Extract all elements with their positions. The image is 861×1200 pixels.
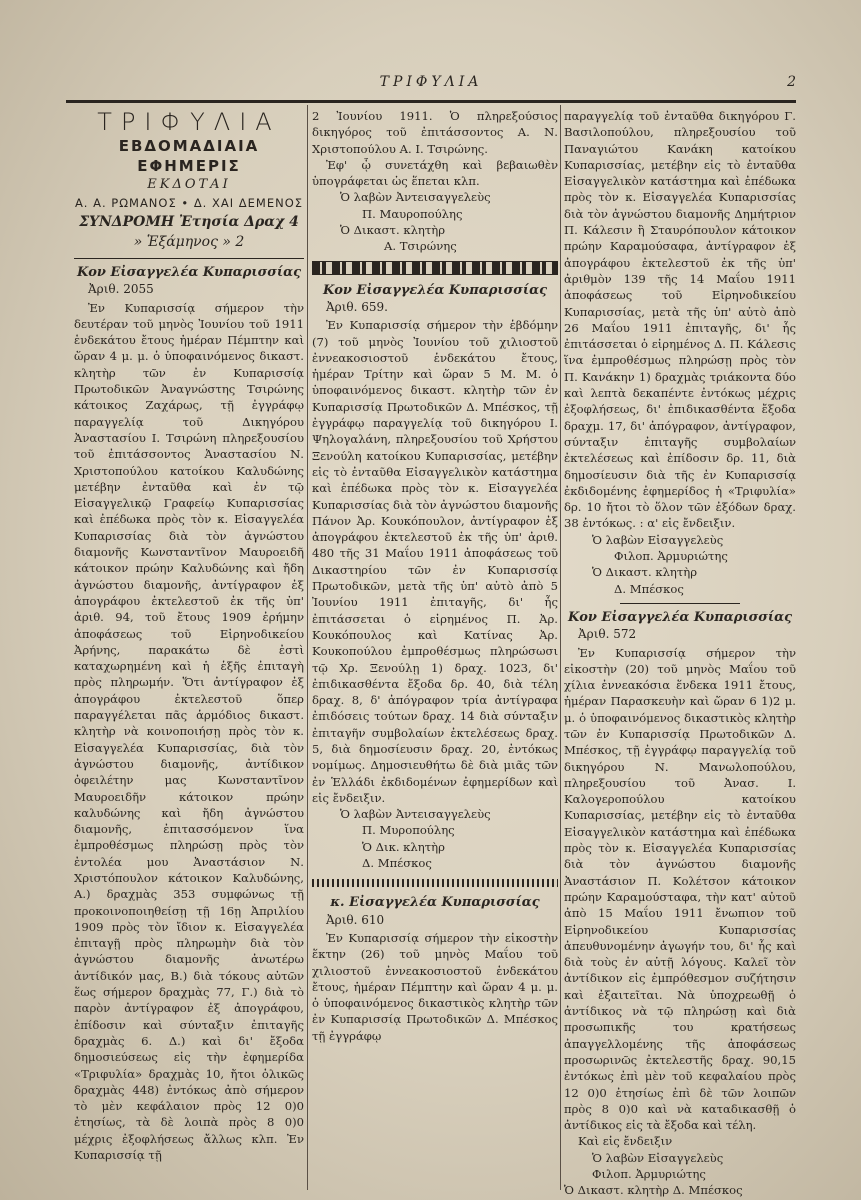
notice-closing: Ἐφ' ᾧ συνετάχθη καὶ βεβαιωθὲν ὑπογράφεται ὡς ἕπεται κλπ.: [312, 157, 558, 189]
running-title: ΤΡΙΦΥΛΙΑ: [379, 74, 483, 90]
signature-line: Ὁ λαβὼν Ἀντεισαγγελεὺς: [340, 190, 491, 205]
masthead-subtitle: ΕΒΔΟΜΑΔΙΑΙΑ ΕΦΗΜΕΡΙΣ: [118, 137, 260, 175]
subscription-semiannual: » Ἑξάμηνος » 2: [133, 234, 245, 250]
notice-continuation: παραγγελίᾳ τοῦ ἐνταῦθα δικηγόρου Γ. Βασιλοπούλου, πληρεξουσίου τοῦ Παναγιώτου Κανάκη κατοίκου Κυπαρισσίας, μετέβην εἰς τὸ ἐνταῦθα Εἰσαγγελικὸν κατάστημα καὶ ἐπέδωκα πρὸς τὸν κ. Εἰσαγγελέα Κυπαρισσίας διὰ τὸν ἀγνώστου διαμονῆς Δημήτριον Π. Κάλεσιν ἢ Σταυρόπουλον κάτοικον πρώην Καραμούσαφα, ἀντίγραφον ἐξ ἀπογράφου ἐκτελεστοῦ ἐκ τῆς ὑπ' ἀριθμὸν 139 τῆς 14 Μαΐου 1911 ἀποφάσεως τοῦ Εἰρηνοδικείου Κυπαρισσίας, μετὰ τῆς ὑπ' αὐτὸ ἀπὸ 26 Μαΐου 1911 ἐπιταγῆς, δι' ἧς ἐπιτάσσεται ὁ εἰρημένος Δ. Π. Κάλεσις ἵνα ἐμπροθέσμως πληρώσῃ πρὸς τὸν Π. Κανάκην 1) δραχμὰς τριάκοντα δύο καὶ λεπτὰ δεκαπέντε ἐντόκως μέχρις ἐξοφλήσεως, δι' ἐπιδικασθέντα ἔξοδα δραχμ. 17, δι' ἀπόγραφον, ἀντίγραφον, σύνταξιν ἐπιταγῆς συμβολαίων ἐκτελέσεως καὶ ἐπίδοσιν δρ. 11, διὰ δημοσίευσιν διὰ τῆς ἐν Κυπαρισσίᾳ ἐκδιδομένης ἐφημερίδος ἡ «Τριφυλία» δρ. 10 ἤτοι τὸ ὅλον τῶν ἐξόδων δραχ. 38 ἐντόκως. : α' εἰς ἔνδειξιν.: [564, 109, 796, 531]
masthead-rule: [74, 258, 304, 259]
column-divider-2: [560, 105, 561, 1190]
ornament-divider: [312, 879, 558, 887]
signature-line: Ὁ Δικαστ. κλητὴρ: [592, 565, 698, 580]
notice-heading: Κον Εἰσαγγελέα Κυπαρισσίας: [76, 265, 302, 280]
notice-number: Ἀριθ. 610: [326, 912, 385, 927]
notice-body: Ἐν Κυπαρισσίᾳ σήμερον τὴν δευτέραν τοῦ μηνὸς Ἰουνίου τοῦ 1911 ἑνδεκάτου ἔτους ἡμέραν Πέμπτην καὶ ὥραν 4 μ. μ. ὁ ὑποφαινόμενος δικαστ. κλητὴρ τῶν ἐν Κυπαρισσίᾳ Πρωτοδικῶν Ἀναγνώστης Τσιρώνης κάτοικος Ζαχάρως, τῇ ἐγγράφῳ παραγγελίᾳ τοῦ Δικηγόρου Ἀναστασίου Ι. Τσιρώνη πληρεξουσίου τοῦ ἐπιτάσσοντος Ἀναστασίου Ν. Χριστοπούλου κατοίκου Καλυδώνης μετέβην ἐνταῦθα καὶ ἐν τῷ Εἰσαγγελικῷ Γραφείῳ Κυπαρισσίας καὶ ἐπέδωκα πρὸς τὸν κ. Εἰσαγγελέα Κυπαρισσίας διὰ τὸν ἀγνώστου διαμονῆς Κωνσταντῖνον Μαυροειδῆ κάτοικον πρώην Καλυδώνης καὶ ἤδη ἀγνώστου διαμονῆς, ἀντίγραφον ἐξ ἀπογράφου ἐκτελεστοῦ ἐκ τῆς ὑπ' ἀριθ. 94, τοῦ ἔτους 1909 ἐρήμην ἀποφάσεως τοῦ Εἰρηνοδικείου Ἀρήνης, παρακάτω δὲ ἐστὶ καταχωρημένη καὶ ἡ ἑξῆς ἐπιταγὴ πρὸς πληρωμήν. Ὅτι ἀντίγραφον ἐξ ἀπογράφου ἐκτελεστοῦ ὅπερ παραγγέλεται πᾶς ἁρμόδιος δικαστ. κλητὴρ νὰ κοινοποιήσῃ πρὸς τὸν κ. Εἰσαγγελέα Κυπαρισσίας, διὰ τὸν ἀγνώστου διαμονῆς, ἀντίδικον ὀφειλέτην μας Κωνσταντῖνον Μαυροειδῆν κάτοικον πρώην καλυδώνης καὶ ἤδη ἀγνώστου διαμονῆς, ἐπιτασσόμενον ἵνα ἐμπροθέσμως πληρώσῃ πρὸς τὸν ἐντολέα μου Ἀναστάσιον Ν. Χριστόπουλον κάτοικον Καλυδώνης, Α.) δραχμὰς 353 συμφώνως τῇ προκοινοποιηθείσῃ τῇ 16ῃ Ἀπριλίου 1909 πρὸς τὸν ἴδιον κ. Εἰσαγγελέα ἐπιταγῇ πρὸς πληρωμὴν διὰ τὸν ἀγνώστου διαμονῆς ἀνωτέρω ἀντίδικόν μας, Β.) διὰ τόκους αὐτῶν ἕως σήμερον δραχμὰς 77, Γ.) διὰ τὸ παρὸν ἀντίγραφον ἐξ ἀπογράφου, ἐπίδοσιν καὶ σύνταξιν ἐπιταγῆς δραχμὰς 6. Δ.) καὶ δι' ἔξοδα δημοσιεύσεως εἰς τὴν ἐφημερίδα «Τριφυλία» δραχμὰς 10, ἤτοι ὁλικῶς δραχμὰς 448) ἐντόκως ἀπὸ σήμερον τὸ μὲν κεφάλαιον πρὸς 12 0)0 ἐτησίως, τὰ δὲ λοιπὰ πρὸς 8 0)0 μέχρις ἐξοφλήσεως ἄλλως κλπ. Ἐν Κυπαρισσίᾳ τῇ: [74, 300, 304, 1163]
signature-line: Ὁ Δικαστ. κλητὴρ Δ. Μπέσκος: [564, 1183, 743, 1198]
signature-line: Α. Τσιρώνης: [384, 239, 457, 254]
page-number: 2: [787, 74, 796, 90]
signature-line: Ὁ Δικ. κλητὴρ: [362, 839, 445, 854]
signature-line: Ὁ λαβὼν Εἰσαγγελεὺς: [592, 1150, 724, 1165]
notice-number: Ἀριθ. 2055: [88, 282, 154, 297]
ornament-divider: [312, 261, 558, 275]
signature-line: Δ. Μπέσκος: [362, 856, 432, 871]
signature-line: Φιλοπ. Ἀρμυριώτης: [592, 1167, 706, 1181]
notice-number: Ἀριθ. 572: [578, 627, 637, 642]
notice-number: Ἀριθ. 659.: [326, 299, 388, 314]
signature-line: Π. Μυροπούλης: [362, 823, 455, 838]
column-divider-1: [307, 105, 308, 1190]
signature-line: Ὁ λαβὼν Εἰσαγγελεὺς: [592, 532, 724, 547]
signature-line: Δ. Μπέσκος: [614, 581, 684, 596]
masthead-publishers: Α. Α. ΡΩΜΑΝΟΣ • Δ. ΧΑΙ ΔΕΜΕΝΟΣ: [74, 196, 304, 210]
subscription-annual: ΣΥΝΔΡΟΜΗ Ἐτησία Δραχ 4: [79, 214, 299, 230]
notice-heading: Κον Εἰσαγγελέα Κυπαρισσίας: [322, 282, 548, 298]
header-rule: [66, 100, 796, 103]
masthead-publishers-label: ΕΚΔΟΤΑΙ: [147, 177, 231, 192]
section-rule: [620, 603, 740, 604]
column-1: [74, 108, 304, 1188]
notice-heading: Κον Εἰσαγγελέα Κυπαρισσίας: [567, 609, 793, 625]
notice-closing: Καὶ εἰς ἔνδειξιν: [578, 1134, 673, 1149]
notice-heading: κ. Εἰσαγγελέα Κυπαρισσίας: [330, 895, 540, 911]
signature-line: Φιλοπ. Ἀρμυριώτης: [614, 549, 728, 564]
notice-body: Ἐν Κυπαρισσίᾳ σήμερον τὴν εἰκοστὴν (20) τοῦ μηνὸς Μαΐου τοῦ χίλια ἐννεακόσια ἕνδεκα 1911 ἔτους, ἡμέραν Παρασκευὴν καὶ ὥραν 6 1)2 μ. μ. ὁ ὑποφαινόμενος δικαστικὸς κλητὴρ τῶν ἐν Κυπαρισσίᾳ Πρωτοδικῶν Δ. Μπέσκος, τῇ ἐγγράφῳ παραγγελίᾳ τοῦ δικηγόρου Ν. Μανωλοπούλου, πληρεξουσίου τοῦ Ἀνασ. Ι. Καλογεροπούλου κατοίκου Κυπαρισσίας, μετέβην εἰς τὸ ἐνταῦθα Εἰσαγγελικὸν κατάστημα καὶ ἐπέδωκα πρὸς τὸν κ. Εἰσαγγελέα Κυπαρισσίας διὰ τὸν ἀγνώστου διαμονῆς Ἀναστάσιον Π. Κολέτσον κάτοικον πρώην Καραμούσταφα, τὴν κατ' αὐτοῦ ἀπὸ 15 Μαΐου 1911 ἔνωπιον τοῦ Εἰρηνοδικείου Κυπαρισσίας ἀπευθυνομένην ἀγωγήν του, δι' ἧς καὶ διὰ τοὺς ἐν αὐτῇ λόγους. Καλεῖ τὸν ἀντίδικον εἰς ἐμπρόθεσμον συζήτησιν καὶ ἐξαιτεῖται. Νὰ ὑποχρεωθῇ ὁ ἀντίδικος νὰ τῷ πληρώσῃ καὶ διὰ προσωπικῆς του κρατήσεως ἀπαγγελλομένης τῆς ἀποφάσεως προσωρινῶς ἐκτελεστῆς δραχ. 90,15 ἐντόκως ἐπὶ μὲν τοῦ κεφαλαίου πρὸς 12 0)0 ἐτησίως ἐπὶ δὲ τῶν λοιπῶν πρὸς 8 0)0 καὶ νὰ καταδικασθῇ ὁ ἀντίδικος εἰς τὰ ἔξοδα καὶ τέλη.: [564, 645, 796, 1133]
signature-line: Ὁ Δικαστ. κλητὴρ: [340, 223, 446, 238]
notice-body: Ἐν Κυπαρισσίᾳ σήμερον τὴν ἑβδόμην (7) τοῦ μηνὸς Ἰουνίου τοῦ χιλιοστοῦ ἐννεακοσιοστοῦ ἑνδεκάτου ἔτους, ἡμέραν Τρίτην καὶ ὥραν 5 Μ. Μ. ὁ ὑποφαινόμενος δικαστ. κλητὴρ τῶν ἐν Κυπαρισσίᾳ Πρωτοδικῶν Δ. Μπέσκος, τῇ ἐγγράφῳ παραγγελίᾳ τοῦ δικηγόρου Ι. Ψηλογαλάνη, πληρεξουσίου τοῦ Χρήστου Ξενούλη κατοίκου Κυπαρισσίας, μετέβην εἰς τὸ ἐνταῦθα Εἰσαγγελικὸν κατάστημα καὶ ἐπέδωκα πρὸς τὸν κ. Εἰσαγγελέα Κυπαρισσίας διὰ τὸν ἀγνώστου διαμονῆς Πάνον Ἀρ. Κουκόπουλον, ἀντίγραφον ἐξ ἀπογράφου ἐκτελεστοῦ ἐκ τῆς ὑπ' ἀριθ. 480 τῆς 31 Μαΐου 1911 ἀποφάσεως τοῦ Δικαστηρίου τῶν ἐν Κυπαρισσίᾳ Πρωτοδικῶν, μετὰ τῆς ὑπ' αὐτὸ ἀπὸ 5 Ἰουνίου 1911 ἐπιταγῆς, δι' ἧς ἐπιτάσσεται ὁ εἰρημένος Π. Ἀρ. Κουκόπουλος καὶ Κατίνας Ἀρ. Κουκοπούλου ἐμπροθέσμως πληρώσωσι τῷ Χρ. Ξενούλῃ 1) δραχ. 1023, δι' ἐπιδικασθέντα ἔξοδα δρ. 40, διὰ τέλη δραχ. 8, δ' ἀπόγραφον τρία ἀντίγραφα ἐπιδόσεις τούτων δραχ. 14 διὰ σύνταξιν ἐπιταγῆν συμβολαίων ἐκτελέσεως δραχ. 5, διὰ δημοσίευσιν δραχ. 20, ἐντόκως νομίμως. Δημοσιευθήτω δὲ διὰ μιᾶς τῶν ἐν Ἑλλάδι ἐκδιδομένων ἐφημερίδων καὶ εἰς ἔνδειξιν.: [312, 318, 558, 805]
masthead: [74, 108, 304, 252]
notice-continuation: 2 Ἰουνίου 1911. Ὁ πληρεξούσιος δικηγόρος τοῦ ἐπιτάσσοντος Α. Ν. Χριστοπούλου Α. Ι. Τσιρώνης.: [312, 109, 558, 156]
signature-line: Π. Μαυροπούλης: [362, 206, 463, 221]
notice-body: Ἐν Κυπαρισσίᾳ σήμερον τὴν εἰκοστὴν ἕκτην (26) τοῦ μηνὸς Μαΐου τοῦ χιλιοστοῦ ἐννεακοσιοστοῦ ἑνδεκάτου ἔτους, ἡμέραν Πέμπτην καὶ ὥραν 4 μ. μ. ὁ ὑποφαινόμενος δικαστικὸς κλητὴρ τῶν ἐν Κυπαρισσίᾳ Πρωτοδικῶν Δ. Μπέσκος τῇ ἐγγράφῳ: [312, 930, 558, 1043]
column-3: [564, 108, 796, 1198]
column-2: [312, 108, 558, 1188]
signature-line: Ὁ λαβὼν Ἀντεισαγγελεὺς: [340, 807, 491, 822]
page-header: [66, 74, 796, 96]
masthead-title: ΤΡΙΦΥΛΙΑ: [97, 108, 281, 136]
